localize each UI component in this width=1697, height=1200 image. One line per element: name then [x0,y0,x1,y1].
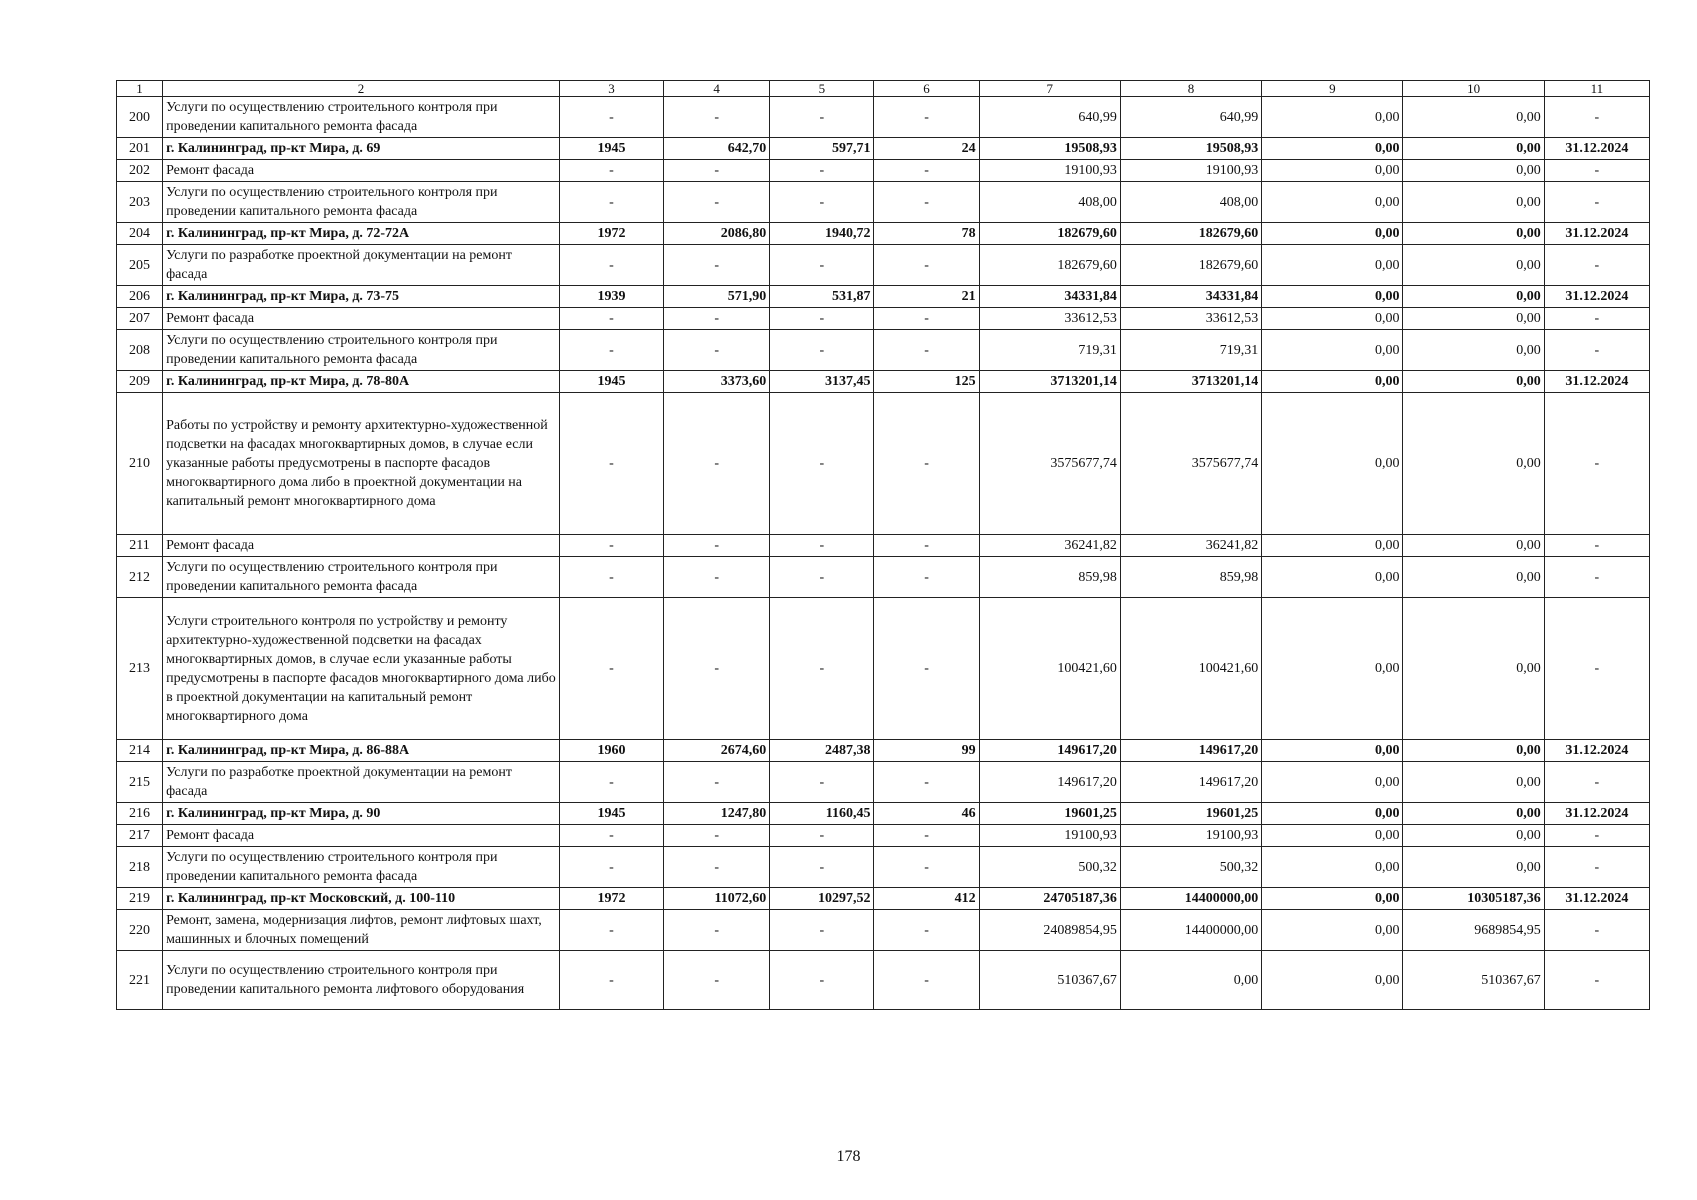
total-cost-cell: 3713201,14 [979,371,1120,393]
page-number: 178 [836,1148,861,1165]
year-built-cell: - [559,951,663,1010]
total-cost-cell: 34331,84 [979,286,1120,308]
living-area-cell: 531,87 [770,286,874,308]
column-number-header: 4 [664,81,770,97]
description-cell: Ремонт, замена, модернизация лифтов, ремонт лифтовых шахт, машинных и блочных помещений [163,910,560,951]
total-cost-cell: 3575677,74 [979,393,1120,535]
living-area-cell: 1940,72 [770,223,874,245]
total-area-cell: 3373,60 [664,371,770,393]
budget-cost-cell: 0,00 [1262,557,1403,598]
row-number-cell: 210 [117,393,163,535]
fund-cost-cell: 36241,82 [1120,535,1261,557]
work-item-row [117,308,1650,330]
total-area-cell: - [664,847,770,888]
budget-cost-cell: 0,00 [1262,308,1403,330]
row-number-cell: 211 [117,535,163,557]
column-number-header: 6 [874,81,979,97]
budget-cost-cell: 0,00 [1262,803,1403,825]
address-row [117,803,1650,825]
address-row [117,223,1650,245]
fund-cost-cell: 182679,60 [1120,223,1261,245]
living-area-cell: - [770,330,874,371]
year-built-cell: - [559,330,663,371]
completion-date-cell: - [1544,245,1649,286]
residents-count-cell: - [874,598,979,740]
year-built-cell: - [559,847,663,888]
row-number-cell: 203 [117,182,163,223]
budget-cost-cell: 0,00 [1262,762,1403,803]
total-cost-cell: 149617,20 [979,762,1120,803]
total-area-cell: 642,70 [664,138,770,160]
fund-cost-cell: 149617,20 [1120,762,1261,803]
row-number-cell: 205 [117,245,163,286]
total-area-cell: - [664,535,770,557]
completion-date-cell: 31.12.2024 [1544,740,1649,762]
total-area-cell: - [664,598,770,740]
fund-cost-cell: 19508,93 [1120,138,1261,160]
budget-cost-cell: 0,00 [1262,330,1403,371]
row-number-cell: 201 [117,138,163,160]
fund-cost-cell: 149617,20 [1120,740,1261,762]
completion-date-cell: - [1544,951,1649,1010]
description-cell: Услуги по осуществлению строительного контроля при проведении капитального ремонта фасада [163,847,560,888]
year-built-cell: 1972 [559,223,663,245]
fund-cost-cell: 182679,60 [1120,245,1261,286]
completion-date-cell: - [1544,393,1649,535]
budget-cost-cell: 0,00 [1262,825,1403,847]
budget-cost-cell: 0,00 [1262,535,1403,557]
total-cost-cell: 19508,93 [979,138,1120,160]
completion-date-cell: - [1544,557,1649,598]
address-row [117,286,1650,308]
year-built-cell: - [559,535,663,557]
budget-cost-cell: 0,00 [1262,847,1403,888]
owners-cost-cell: 0,00 [1403,245,1544,286]
living-area-cell: - [770,182,874,223]
owners-cost-cell: 0,00 [1403,598,1544,740]
fund-cost-cell: 19100,93 [1120,160,1261,182]
living-area-cell: - [770,762,874,803]
owners-cost-cell: 0,00 [1403,535,1544,557]
total-cost-cell: 100421,60 [979,598,1120,740]
owners-cost-cell: 0,00 [1403,138,1544,160]
fund-cost-cell: 14400000,00 [1120,910,1261,951]
column-number-header-row [117,81,1650,97]
budget-cost-cell: 0,00 [1262,182,1403,223]
completion-date-cell: - [1544,762,1649,803]
completion-date-cell: 31.12.2024 [1544,223,1649,245]
owners-cost-cell: 0,00 [1403,160,1544,182]
year-built-cell: - [559,160,663,182]
column-number-header: 1 [117,81,163,97]
fund-cost-cell: 14400000,00 [1120,888,1261,910]
fund-cost-cell: 859,98 [1120,557,1261,598]
total-cost-cell: 408,00 [979,182,1120,223]
row-number-cell: 221 [117,951,163,1010]
total-area-cell: - [664,825,770,847]
fund-cost-cell: 19601,25 [1120,803,1261,825]
budget-cost-cell: 0,00 [1262,598,1403,740]
living-area-cell: 1160,45 [770,803,874,825]
completion-date-cell: - [1544,825,1649,847]
budget-cost-cell: 0,00 [1262,371,1403,393]
living-area-cell: - [770,393,874,535]
work-item-row [117,598,1650,740]
residents-count-cell: 99 [874,740,979,762]
total-area-cell: - [664,910,770,951]
column-number-header: 7 [979,81,1120,97]
living-area-cell: 10297,52 [770,888,874,910]
description-cell: Ремонт фасада [163,308,560,330]
owners-cost-cell: 9689854,95 [1403,910,1544,951]
completion-date-cell: - [1544,330,1649,371]
owners-cost-cell: 0,00 [1403,803,1544,825]
column-number-header: 5 [770,81,874,97]
total-area-cell: - [664,557,770,598]
residents-count-cell: - [874,308,979,330]
total-cost-cell: 182679,60 [979,245,1120,286]
row-number-cell: 208 [117,330,163,371]
living-area-cell: - [770,535,874,557]
description-cell: Услуги по осуществлению строительного контроля при проведении капитального ремонта фасада [163,97,560,138]
row-number-cell: 214 [117,740,163,762]
work-item-row [117,160,1650,182]
year-built-cell: 1939 [559,286,663,308]
total-area-cell: 11072,60 [664,888,770,910]
description-cell: г. Калининград, пр-кт Мира, д. 73-75 [163,286,560,308]
total-cost-cell: 182679,60 [979,223,1120,245]
work-item-row [117,97,1650,138]
completion-date-cell: - [1544,160,1649,182]
work-item-row [117,825,1650,847]
total-cost-cell: 19100,93 [979,160,1120,182]
total-area-cell: - [664,160,770,182]
description-cell: Услуги по разработке проектной документации на ремонт фасада [163,245,560,286]
living-area-cell: - [770,308,874,330]
total-cost-cell: 719,31 [979,330,1120,371]
residents-count-cell: 46 [874,803,979,825]
budget-cost-cell: 0,00 [1262,97,1403,138]
completion-date-cell: - [1544,308,1649,330]
fund-cost-cell: 33612,53 [1120,308,1261,330]
owners-cost-cell: 0,00 [1403,825,1544,847]
fund-cost-cell: 719,31 [1120,330,1261,371]
budget-cost-cell: 0,00 [1262,245,1403,286]
completion-date-cell: - [1544,182,1649,223]
completion-date-cell: 31.12.2024 [1544,286,1649,308]
residents-count-cell: - [874,97,979,138]
owners-cost-cell: 0,00 [1403,223,1544,245]
column-number-header: 9 [1262,81,1403,97]
budget-cost-cell: 0,00 [1262,160,1403,182]
living-area-cell: - [770,245,874,286]
work-item-row [117,847,1650,888]
completion-date-cell: 31.12.2024 [1544,803,1649,825]
address-row [117,138,1650,160]
description-cell: г. Калининград, пр-кт Московский, д. 100-110 [163,888,560,910]
data-table [116,80,1650,1010]
work-item-row [117,535,1650,557]
row-number-cell: 207 [117,308,163,330]
total-cost-cell: 36241,82 [979,535,1120,557]
completion-date-cell: - [1544,535,1649,557]
row-number-cell: 216 [117,803,163,825]
residents-count-cell: - [874,825,979,847]
living-area-cell: - [770,97,874,138]
year-built-cell: 1945 [559,138,663,160]
budget-cost-cell: 0,00 [1262,286,1403,308]
fund-cost-cell: 3713201,14 [1120,371,1261,393]
owners-cost-cell: 510367,67 [1403,951,1544,1010]
column-number-header: 2 [163,81,560,97]
year-built-cell: 1945 [559,371,663,393]
year-built-cell: - [559,910,663,951]
work-item-row [117,910,1650,951]
residents-count-cell: - [874,393,979,535]
residents-count-cell: 412 [874,888,979,910]
row-number-cell: 217 [117,825,163,847]
description-cell: Услуги по осуществлению строительного контроля при проведении капитального ремонта фасада [163,182,560,223]
owners-cost-cell: 0,00 [1403,371,1544,393]
total-area-cell: 571,90 [664,286,770,308]
year-built-cell: 1972 [559,888,663,910]
address-row [117,888,1650,910]
row-number-cell: 202 [117,160,163,182]
budget-cost-cell: 0,00 [1262,888,1403,910]
completion-date-cell: - [1544,97,1649,138]
work-item-row [117,393,1650,535]
residents-count-cell: - [874,160,979,182]
fund-cost-cell: 640,99 [1120,97,1261,138]
owners-cost-cell: 0,00 [1403,740,1544,762]
year-built-cell: - [559,97,663,138]
owners-cost-cell: 0,00 [1403,847,1544,888]
living-area-cell: - [770,825,874,847]
budget-cost-cell: 0,00 [1262,393,1403,535]
total-cost-cell: 33612,53 [979,308,1120,330]
year-built-cell: - [559,182,663,223]
residents-count-cell: 125 [874,371,979,393]
fund-cost-cell: 100421,60 [1120,598,1261,740]
work-item-row [117,951,1650,1010]
year-built-cell: - [559,308,663,330]
fund-cost-cell: 0,00 [1120,951,1261,1010]
living-area-cell: - [770,557,874,598]
row-number-cell: 212 [117,557,163,598]
owners-cost-cell: 0,00 [1403,286,1544,308]
description-cell: г. Калининград, пр-кт Мира, д. 90 [163,803,560,825]
residents-count-cell: - [874,535,979,557]
year-built-cell: - [559,762,663,803]
living-area-cell: - [770,160,874,182]
living-area-cell: - [770,951,874,1010]
total-area-cell: - [664,97,770,138]
total-area-cell: 2086,80 [664,223,770,245]
work-item-row [117,245,1650,286]
year-built-cell: - [559,557,663,598]
column-number-header: 11 [1544,81,1649,97]
row-number-cell: 219 [117,888,163,910]
description-cell: Работы по устройству и ремонту архитектурно-художественной подсветки на фасадах многоквартирных домов, в случае если указанные работы предусмотрены в паспорте фасадов многоквартирного дома либо в проектной документации на капитальный ремонт многоквартирного дома [163,393,560,535]
total-cost-cell: 24089854,95 [979,910,1120,951]
total-area-cell: - [664,245,770,286]
description-cell: г. Калининград, пр-кт Мира, д. 69 [163,138,560,160]
total-area-cell: - [664,182,770,223]
description-cell: Услуги строительного контроля по устройству и ремонту архитектурно-художественной подсветки на фасадах многоквартирных домов, в случае если указанные работы предусмотрены в паспорте фасадов многоквартирного дома либо в проектной документации на капитальный ремонт многоквартирного дома [163,598,560,740]
residents-count-cell: 78 [874,223,979,245]
row-number-cell: 213 [117,598,163,740]
owners-cost-cell: 0,00 [1403,393,1544,535]
residents-count-cell: - [874,762,979,803]
total-area-cell: - [664,330,770,371]
description-cell: Ремонт фасада [163,535,560,557]
work-item-row [117,182,1650,223]
owners-cost-cell: 0,00 [1403,97,1544,138]
completion-date-cell: 31.12.2024 [1544,371,1649,393]
residents-count-cell: - [874,847,979,888]
column-number-header: 10 [1403,81,1544,97]
owners-cost-cell: 0,00 [1403,762,1544,803]
column-number-header: 3 [559,81,663,97]
description-cell: Услуги по осуществлению строительного контроля при проведении капитального ремонта лифтового оборудования [163,951,560,1010]
total-cost-cell: 510367,67 [979,951,1120,1010]
fund-cost-cell: 500,32 [1120,847,1261,888]
living-area-cell: - [770,847,874,888]
residents-count-cell: - [874,330,979,371]
address-row [117,371,1650,393]
completion-date-cell: - [1544,847,1649,888]
row-number-cell: 220 [117,910,163,951]
total-area-cell: - [664,951,770,1010]
residents-count-cell: - [874,557,979,598]
work-item-row [117,762,1650,803]
address-row [117,740,1650,762]
owners-cost-cell: 10305187,36 [1403,888,1544,910]
budget-cost-cell: 0,00 [1262,951,1403,1010]
description-cell: Услуги по осуществлению строительного контроля при проведении капитального ремонта фасада [163,330,560,371]
total-area-cell: - [664,308,770,330]
total-cost-cell: 640,99 [979,97,1120,138]
living-area-cell: 2487,38 [770,740,874,762]
living-area-cell: - [770,910,874,951]
completion-date-cell: - [1544,910,1649,951]
work-item-row [117,330,1650,371]
work-item-row [117,557,1650,598]
row-number-cell: 218 [117,847,163,888]
row-number-cell: 209 [117,371,163,393]
description-cell: Ремонт фасада [163,825,560,847]
description-cell: г. Калининград, пр-кт Мира, д. 78-80А [163,371,560,393]
description-cell: г. Калининград, пр-кт Мира, д. 86-88А [163,740,560,762]
row-number-cell: 215 [117,762,163,803]
budget-cost-cell: 0,00 [1262,138,1403,160]
residents-count-cell: - [874,245,979,286]
budget-cost-cell: 0,00 [1262,740,1403,762]
column-number-header: 8 [1120,81,1261,97]
total-area-cell: 1247,80 [664,803,770,825]
description-cell: г. Калининград, пр-кт Мира, д. 72-72А [163,223,560,245]
fund-cost-cell: 408,00 [1120,182,1261,223]
row-number-cell: 206 [117,286,163,308]
residents-count-cell: 24 [874,138,979,160]
row-number-cell: 200 [117,97,163,138]
year-built-cell: - [559,393,663,535]
completion-date-cell: - [1544,598,1649,740]
residents-count-cell: 21 [874,286,979,308]
budget-cost-cell: 0,00 [1262,910,1403,951]
residents-count-cell: - [874,951,979,1010]
description-cell: Услуги по осуществлению строительного контроля при проведении капитального ремонта фасада [163,557,560,598]
living-area-cell: 3137,45 [770,371,874,393]
fund-cost-cell: 34331,84 [1120,286,1261,308]
total-area-cell: - [664,393,770,535]
owners-cost-cell: 0,00 [1403,557,1544,598]
total-cost-cell: 500,32 [979,847,1120,888]
residents-count-cell: - [874,182,979,223]
total-cost-cell: 24705187,36 [979,888,1120,910]
total-cost-cell: 149617,20 [979,740,1120,762]
year-built-cell: 1945 [559,803,663,825]
completion-date-cell: 31.12.2024 [1544,138,1649,160]
year-built-cell: - [559,825,663,847]
year-built-cell: - [559,245,663,286]
owners-cost-cell: 0,00 [1403,330,1544,371]
year-built-cell: 1960 [559,740,663,762]
fund-cost-cell: 3575677,74 [1120,393,1261,535]
total-cost-cell: 859,98 [979,557,1120,598]
row-number-cell: 204 [117,223,163,245]
year-built-cell: - [559,598,663,740]
description-cell: Ремонт фасада [163,160,560,182]
living-area-cell: 597,71 [770,138,874,160]
total-cost-cell: 19100,93 [979,825,1120,847]
budget-cost-cell: 0,00 [1262,223,1403,245]
living-area-cell: - [770,598,874,740]
description-cell: Услуги по разработке проектной документации на ремонт фасада [163,762,560,803]
total-area-cell: 2674,60 [664,740,770,762]
table-body [117,81,1650,1010]
owners-cost-cell: 0,00 [1403,308,1544,330]
total-area-cell: - [664,762,770,803]
total-cost-cell: 19601,25 [979,803,1120,825]
fund-cost-cell: 19100,93 [1120,825,1261,847]
completion-date-cell: 31.12.2024 [1544,888,1649,910]
owners-cost-cell: 0,00 [1403,182,1544,223]
residents-count-cell: - [874,910,979,951]
